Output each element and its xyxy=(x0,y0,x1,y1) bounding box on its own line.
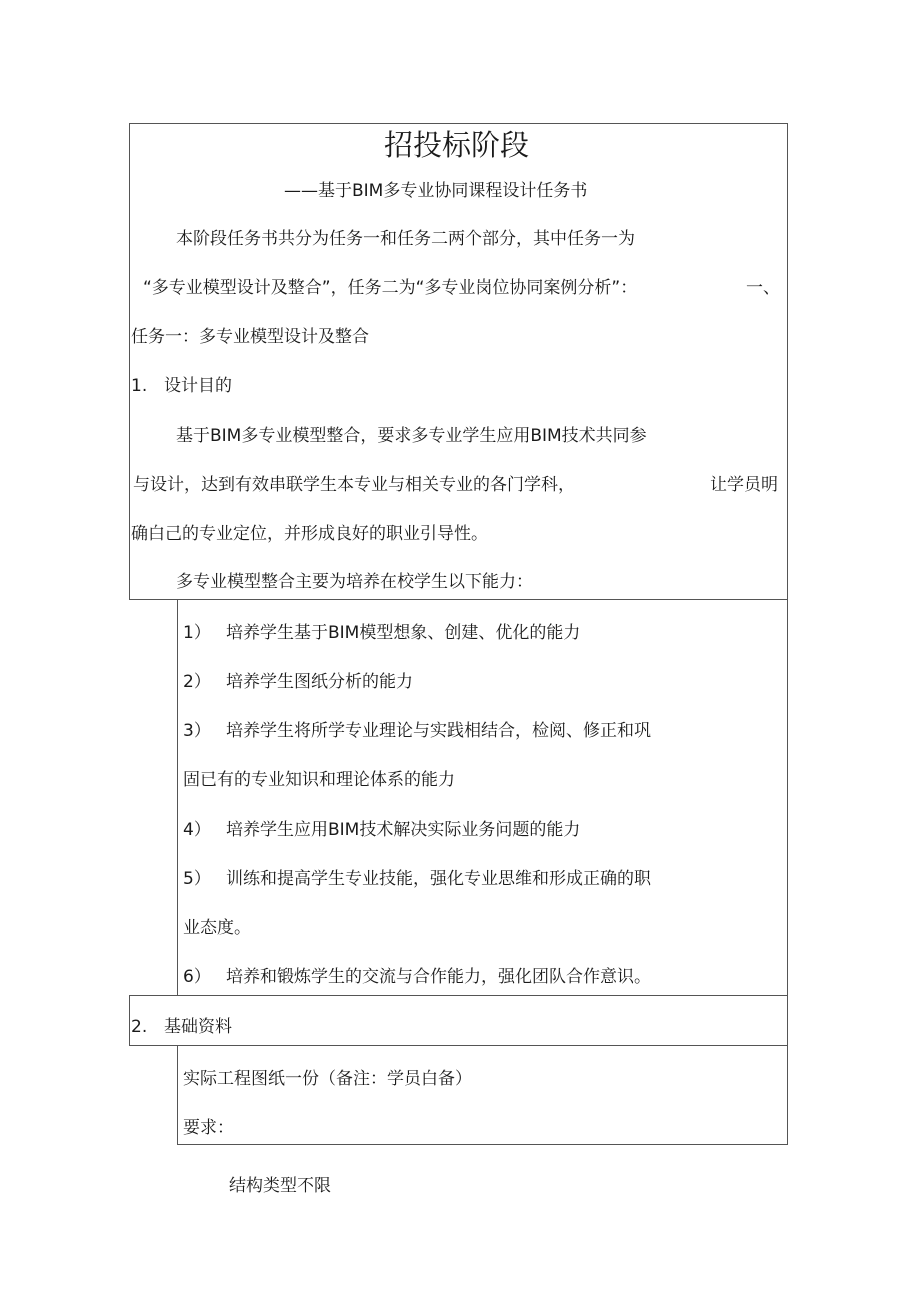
drawings-note: 实际工程图纸一份（备注：学员白备） xyxy=(183,1069,472,1089)
purpose-para-line-1: 基于BIM多专业模型整合，要求多专业学生应用BIM技术共同参 xyxy=(176,426,647,446)
basic-materials-content-box xyxy=(177,1045,788,1145)
page-title: 招投标阶段 xyxy=(384,128,530,162)
ability-4-number: 4） xyxy=(183,820,211,840)
ability-5-number: 5） xyxy=(183,869,211,889)
intro-line-2-tail: 一、 xyxy=(746,278,780,298)
ability-6-number: 6） xyxy=(183,967,211,987)
purpose-para-line-3: 确白己的专业定位，并形成良好的职业引导性。 xyxy=(131,524,488,544)
ability-1-number: 1） xyxy=(183,623,211,643)
ability-5-text: 训练和提高学生专业技能，强化专业思维和形成正确的职 xyxy=(226,869,651,889)
section-1-heading: 设计目的 xyxy=(164,376,232,396)
structure-type-note: 结构类型不限 xyxy=(229,1176,331,1196)
ability-6-text: 培养和锻炼学生的交流与合作能力，强化团队合作意识。 xyxy=(226,967,651,987)
section-2-heading: 基础资料 xyxy=(164,1017,232,1037)
task-one-heading: 任务一：多专业模型设计及整合 xyxy=(131,327,369,347)
ability-3-text: 培养学生将所学专业理论与实践相结合，检阅、修正和巩 xyxy=(226,721,651,741)
purpose-para-line-2-tail: 让学员明 xyxy=(710,475,778,495)
purpose-para-line-2: 与设计，达到有效串联学生本专业与相关专业的各门学科， xyxy=(133,475,575,495)
ability-2-number: 2） xyxy=(183,672,211,692)
intro-line-2: “多专业模型设计及整合”，任务二为“多专业岗位协同案例分析”： xyxy=(143,278,638,298)
ability-2-text: 培养学生图纸分析的能力 xyxy=(226,672,413,692)
ability-4-text: 培养学生应用BIM技术解决实际业务问题的能力 xyxy=(226,820,581,840)
abilities-intro: 多专业模型整合主要为培养在校学生以下能力： xyxy=(176,572,533,592)
abilities-box xyxy=(177,599,788,996)
requirements-label: 要求： xyxy=(183,1118,234,1138)
section-2-number: 2. xyxy=(131,1017,148,1037)
ability-5-continuation: 业态度。 xyxy=(183,918,251,938)
ability-3-continuation: 固已有的专业知识和理论体系的能力 xyxy=(183,770,455,790)
intro-line-1: 本阶段任务书共分为任务一和任务二两个部分，其中任务一为 xyxy=(176,229,635,249)
page-subtitle: ——基于BIM多专业协同课程设计任务书 xyxy=(284,181,588,201)
section-1-number: 1. xyxy=(131,376,148,396)
ability-3-number: 3） xyxy=(183,721,211,741)
ability-1-text: 培养学生基于BIM模型想象、创建、优化的能力 xyxy=(226,623,581,643)
